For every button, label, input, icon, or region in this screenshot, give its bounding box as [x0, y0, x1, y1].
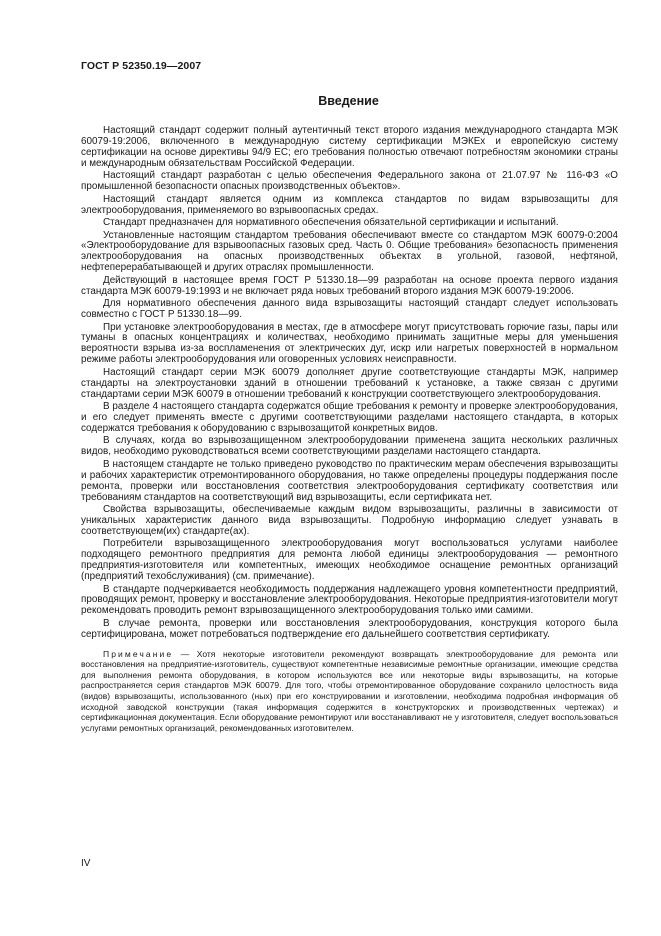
- paragraph: В настоящем стандарте не только приведено руководство по практическим мерам обеспечения взрывозащиты и рабочих характеристик отремонтированного оборудования, но также определены процедуры поддержания после ремонта, проверки или восстановления соответствия электрооборудования сертификату соответствия или требованиям стандартов на соответствующий вид взрывозащиты, если сертификата нет.: [81, 458, 618, 503]
- section-title: Введение: [318, 94, 379, 108]
- document-header: ГОСТ Р 52350.19—2007: [81, 60, 202, 72]
- paragraph: Действующий в настоящее время ГОСТ Р 51330.18—99 разработан на основе проекта первого издания стандарта МЭК 60079-19:1993 и не включает ряда новых требований второго издания МЭК 60079-19:2006.: [81, 274, 618, 297]
- document-body: [81, 126, 618, 733]
- paragraph: Настоящий стандарт содержит полный аутентичный текст второго издания международного стандарта МЭК 60079-19:2006, включенного в международную систему сертификации МЭКЕх и европейскую систему сертификации на основе директивы 94/9 ЕС; его требования полностью отвечают потребностям экономики страны и международным обязательствам Российской Федерации.: [81, 125, 618, 169]
- paragraph: В случаях, когда во взрывозащищенном электрооборудовании применена защита нескольких различных видов, необходимо руководствоваться всеми соответствующими разделами настоящего стандарта.: [81, 435, 618, 458]
- paragraph: Свойства взрывозащиты, обеспечиваемые каждым видом взрывозащиты, различны в зависимости от уникальных характеристик данного вида взрывозащиты. Подробную информацию следует узнавать в соответствующем(их) стандарте(ах).: [81, 504, 618, 537]
- note: [81, 649, 618, 734]
- paragraph: В разделе 4 настоящего стандарта содержатся общие требования к ремонту и проверке электрооборудования, и его следует применять вместе с другими соответствующими разделами настоящего стандарта, в которых содержатся требования к оборудованию с взрывозащитой конкретных видов.: [81, 401, 618, 434]
- paragraph: Потребители взрывозащищенного электрооборудования могут воспользоваться услугами наиболее подходящего ремонтного предприятия для ремонта любой единицы электрооборудования — ремонтного предприятия-изготовителя или компетентных, имеющих необходимое оснащение ремонтных организаций (предприятий техобслуживания) (см. примечание).: [81, 538, 618, 583]
- paragraph: Настоящий стандарт является одним из комплекса стандартов по видам взрывозащиты для электрооборудования, применяемого во взрывоопасных средах.: [81, 193, 618, 216]
- paragraph: В случае ремонта, проверки или восстановления электрооборудования, конструкция которого была сертифицирована, может потребоваться подтверждение его дальнейшего соответствия сертификату.: [81, 617, 618, 640]
- paragraph: В стандарте подчеркивается необходимость поддержания надлежащего уровня компетентности предприятий, проводящих ремонт, проверку и восстановление электрооборудования. Некоторые предприятия-изготовители могут рекомендовать проводить ремонт взрывозащищенного электрооборудования только ими самими.: [81, 583, 618, 617]
- paragraph: Настоящий стандарт серии МЭК 60079 дополняет другие соответствующие стандарты МЭК, например стандарты на электроустановки зданий в отношении требований к установке, а также связан с другими стандартами серии МЭК 60079 в отношении требований к конструкции соответствующего электрооборудования.: [81, 366, 618, 400]
- paragraph: При установке электрооборудования в местах, где в атмосфере могут присутствовать горючие газы, пары или туманы в опасных концентрациях и количествах, необходимо принимать защитные меры для уменьшения вероятности взрыва из-за воспламенения от электрических дуг, искр или нагретых поверхностей в нормальном режиме работы электрооборудования или оговоренных условиях неисправности.: [81, 321, 618, 366]
- paragraph: Стандарт предназначен для нормативного обеспечения обязательной сертификации и испытаний.: [103, 217, 559, 229]
- paragraph: Установленные настоящим стандартом требования обеспечивают вместе со стандартом МЭК 60079-0:2004 «Электрооборудование для взрывоопасных газовых сред. Часть 0. Общие требования» безопасность применения электрооборудования на опасных производственных объектах в угольной, газовой, нефтяной, нефтеперерабатывающей и других отраслях промышленности.: [81, 229, 618, 274]
- page-number: IV: [81, 858, 91, 869]
- note-label: Примечание: [103, 648, 174, 659]
- note-text: — Хотя некоторые изготовители рекомендуют возвращать электрооборудование для ремонта или восстановления на предприятие-изготовитель, существуют компетентные независимые ремонтные организации, имеющие средства для выполнения ремонта оборудования, в котором используются все или некоторые виды взрывозащиты, на которые распространяется серия стандартов МЭК 60079. Для того, чтобы отремонтированное оборудование сохранило целостность вида (видов) взрывозащиты, использованного (ных) при его конструировании и изготовлении, необходима подробная информация об исходной заводской конструкции (такая информация содержится в конструкторских и производственных чертежах) и сертификационная документация. Если оборудование ремонтируют или восстанавливают не у изготовителя, следует воспользоваться услугами ремонтных организаций, рекомендованных изготовителем.: [81, 648, 618, 733]
- paragraph: Для нормативного обеспечения данного вида взрывозащиты настоящий стандарт следует использовать совместно с ГОСТ Р 51330.18—99.: [81, 298, 618, 321]
- paragraph: Настоящий стандарт разработан с целью обеспечения Федерального закона от 21.07.97 № 116-ФЗ «О промышленной безопасности опасных производственных объектов».: [81, 170, 618, 193]
